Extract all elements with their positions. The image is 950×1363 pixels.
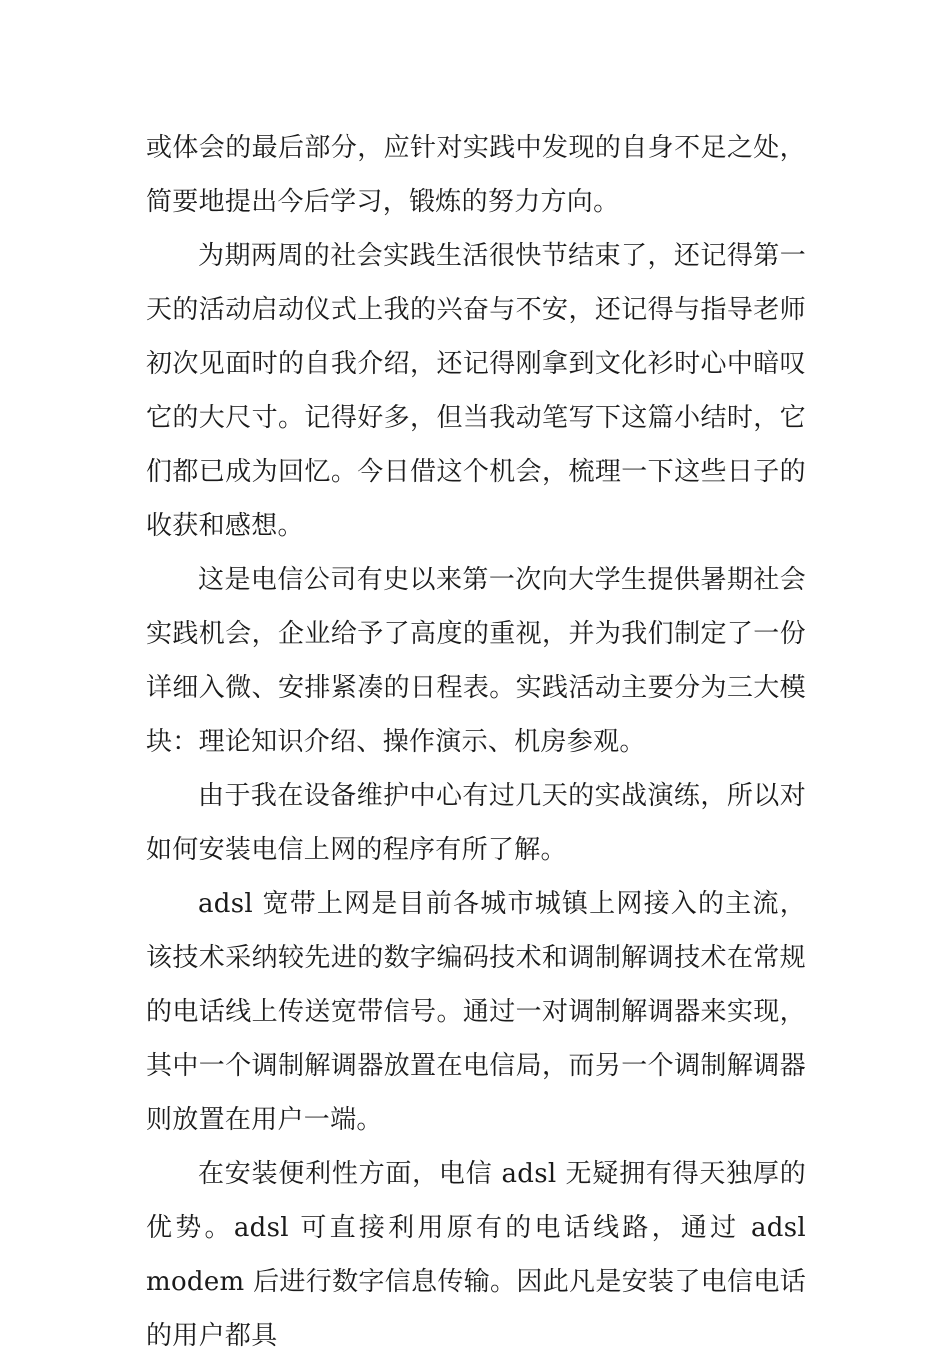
document-body	[146, 121, 806, 1363]
paragraph-6: 在安装便利性方面，电信 adsl 无疑拥有得天独厚的优势。adsl 可直接利用原有的电话线路，通过 adsl modem 后进行数字信息传输。因此凡是安装了电信电话的用户都具	[146, 1159, 806, 1351]
paragraph-5: adsl 宽带上网是目前各城市城镇上网接入的主流，该技术采纳较先进的数字编码技术和调制解调技术在常规的电话线上传送宽带信号。通过一对调制解调器来实现，其中一个调制解调器放置在电信局，而另一个调制解调器则放置在用户一端。	[146, 889, 806, 1135]
paragraph-1: 或体会的最后部分，应针对实践中发现的自身不足之处，简要地提出今后学习，锻炼的努力方向。	[146, 133, 806, 217]
paragraph-2: 为期两周的社会实践生活很快节结束了，还记得第一天的活动启动仪式上我的兴奋与不安，还记得与指导老师初次见面时的自我介绍，还记得刚拿到文化衫时心中暗叹它的大尺寸。记得好多，但当我动笔写下这篇小结时，它们都已成为回忆。今日借这个机会，梳理一下这些日子的收获和感想。	[146, 241, 806, 541]
paragraph-3: 这是电信公司有史以来第一次向大学生提供暑期社会实践机会，企业给予了高度的重视，并为我们制定了一份详细入微、安排紧凑的日程表。实践活动主要分为三大模块：理论知识介绍、操作演示、机房参观。	[146, 565, 806, 757]
paragraph-4: 由于我在设备维护中心有过几天的实战演练，所以对如何安装电信上网的程序有所了解。	[146, 781, 806, 865]
